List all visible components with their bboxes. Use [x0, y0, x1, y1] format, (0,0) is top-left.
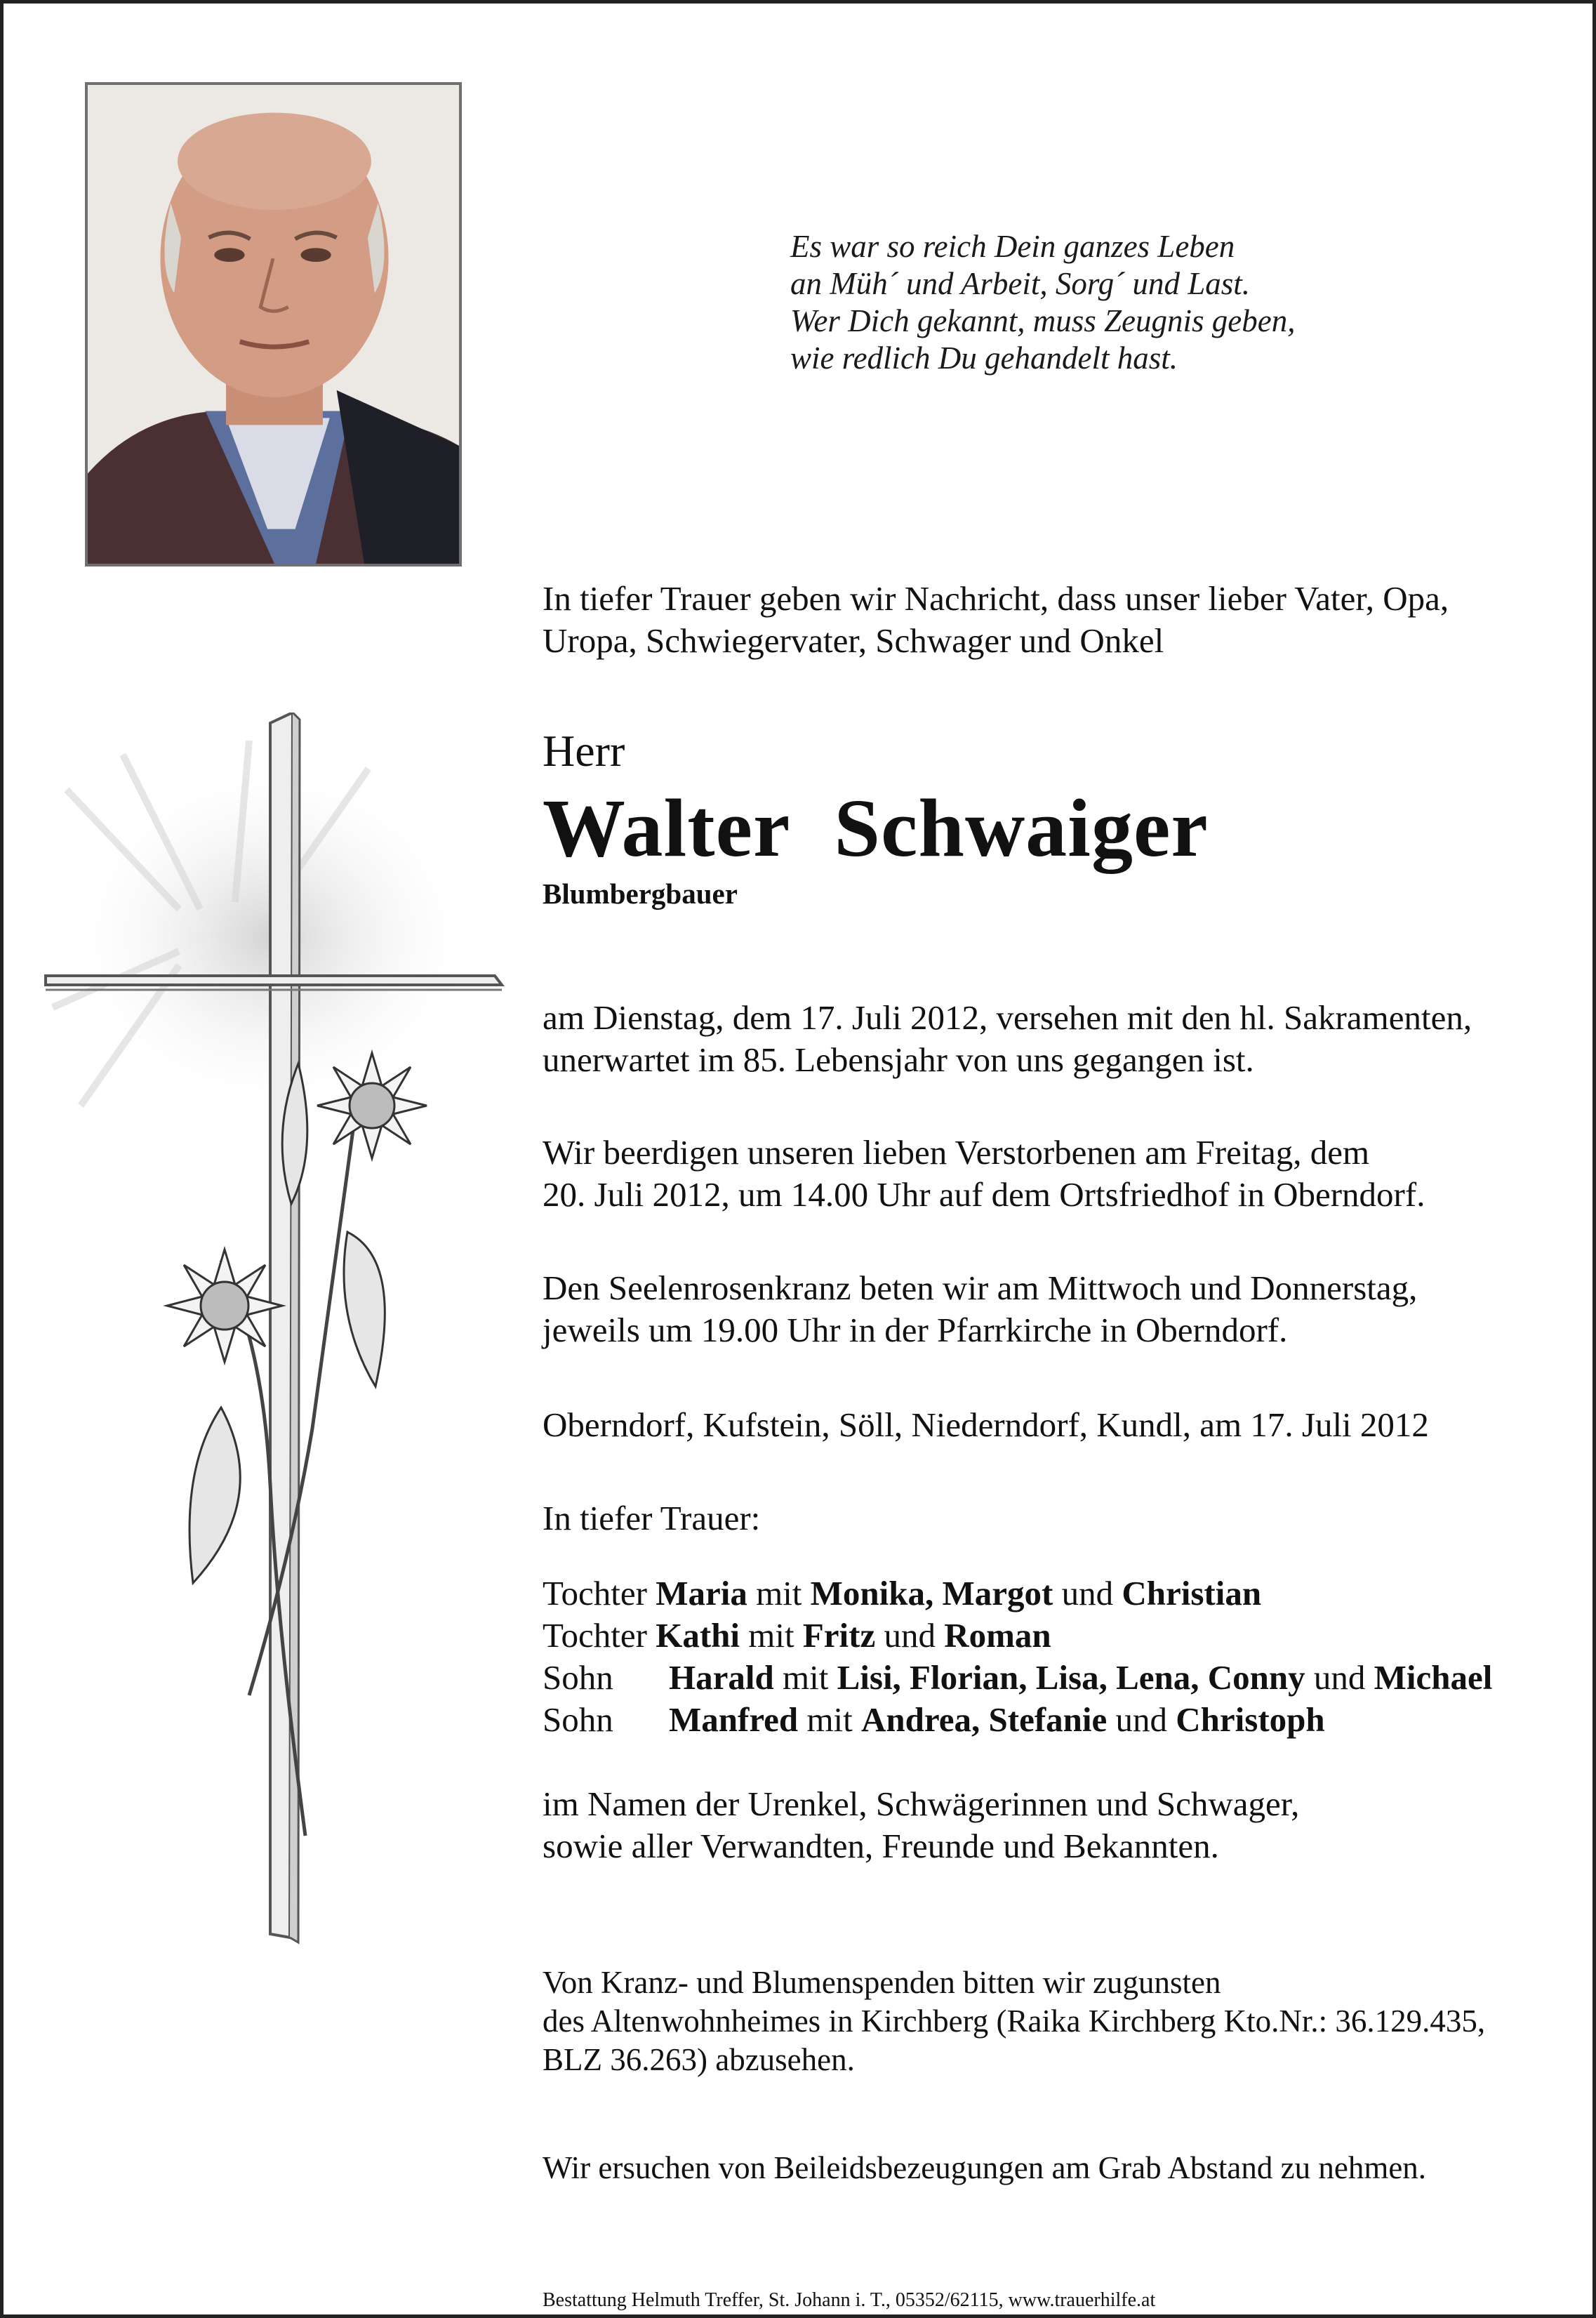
family-members: Monika, Margot [810, 1574, 1053, 1612]
family-members: Lisi, Florian, Lisa, Lena, Conny [837, 1658, 1305, 1697]
poem-line: Wer Dich gekannt, muss Zeugnis geben, [790, 303, 1296, 338]
family-row [543, 1572, 1492, 1615]
connector: und [1313, 1658, 1366, 1697]
family-member-name: Kathi [656, 1616, 740, 1655]
rosary-line: jeweils um 19.00 Uhr in der Pfarrkirche in Oberndorf. [543, 1311, 1288, 1349]
family-member-name: Michael [1374, 1658, 1493, 1697]
family-member-name: Christoph [1176, 1700, 1325, 1739]
connector: mit [756, 1574, 802, 1612]
house-name: Blumbergbauer [543, 877, 738, 910]
family-row [543, 1615, 1492, 1657]
places-date: Oberndorf, Kufstein, Söll, Niederndorf, Kundl, am 17. Juli 2012 [543, 1405, 1429, 1444]
donations-line: Von Kranz- und Blumenspenden bitten wir zugunsten [543, 1965, 1221, 2000]
family-member-name: Christian [1122, 1574, 1262, 1612]
connector: mit [806, 1700, 853, 1739]
connector: mit [782, 1658, 829, 1697]
poem-line: Es war so reich Dein ganzes Leben [790, 229, 1235, 264]
cross-with-sunflowers-illustration [39, 713, 516, 1948]
family-row [543, 1699, 1492, 1741]
intro-line: Uropa, Schwiegervater, Schwager und Onkel [543, 621, 1164, 660]
relatives-line: sowie aller Verwandten, Freunde und Bekannten. [543, 1827, 1219, 1865]
intro-line: In tiefer Trauer geben wir Nachricht, dass unser lieber Vater, Opa, [543, 579, 1449, 618]
poem-line: wie redlich Du gehandelt hast. [790, 340, 1178, 376]
condolences-note: Wir ersuchen von Beileidsbezeugungen am Grab Abstand zu nehmen. [543, 2150, 1427, 2185]
death-notice-line: unerwartet im 85. Lebensjahr von uns gegangen ist. [543, 1040, 1254, 1079]
family-member-name: Manfred [669, 1700, 799, 1739]
connector: und [1115, 1700, 1168, 1739]
connector: und [1061, 1574, 1114, 1612]
connector: mit [748, 1616, 794, 1655]
relation: Sohn [543, 1658, 613, 1697]
memorial-poem [790, 228, 1296, 377]
rosary-line: Den Seelenrosenkranz beten wir am Mittwoch und Donnerstag, [543, 1269, 1418, 1307]
poem-line: an Müh´ und Arbeit, Sorg´ und Last. [790, 266, 1251, 301]
connector: und [884, 1616, 936, 1655]
donations-line: des Altenwohnheimes in Kirchberg (Raika Kirchberg Kto.Nr.: 36.129.435, [543, 2004, 1486, 2039]
funeral-home-footer: Bestattung Helmuth Treffer, St. Johann i. T., 05352/62115, www.trauerhilfe.at [543, 2289, 1156, 2311]
family-member-name: Harald [669, 1658, 774, 1697]
funeral-line: 20. Juli 2012, um 14.00 Uhr auf dem Ortsfriedhof in Oberndorf. [543, 1175, 1425, 1214]
salutation: Herr [543, 726, 625, 776]
family-row [543, 1657, 1492, 1699]
relation: Sohn [543, 1700, 613, 1739]
family-list [543, 1572, 1492, 1741]
family-member-name: Roman [944, 1616, 1051, 1655]
relatives-line: im Namen der Urenkel, Schwägerinnen und Schwager, [543, 1784, 1300, 1823]
family-member-name: Maria [656, 1574, 747, 1612]
mourning-label: In tiefer Trauer: [543, 1499, 761, 1537]
family-members: Andrea, Stefanie [861, 1700, 1108, 1739]
relation: Tochter [543, 1574, 647, 1612]
donations-line: BLZ 36.263) abzusehen. [543, 2042, 855, 2077]
deceased-name [543, 783, 1209, 874]
portrait-photo [85, 82, 462, 567]
funeral-line: Wir beerdigen unseren lieben Verstorbenen am Freitag, dem [543, 1133, 1370, 1172]
death-notice-line: am Dienstag, dem 17. Juli 2012, versehen mit den hl. Sakramenten, [543, 998, 1472, 1037]
first-name: Walter [543, 782, 791, 874]
family-members: Fritz [802, 1616, 876, 1655]
last-name: Schwaiger [834, 782, 1209, 874]
relation: Tochter [543, 1616, 647, 1655]
